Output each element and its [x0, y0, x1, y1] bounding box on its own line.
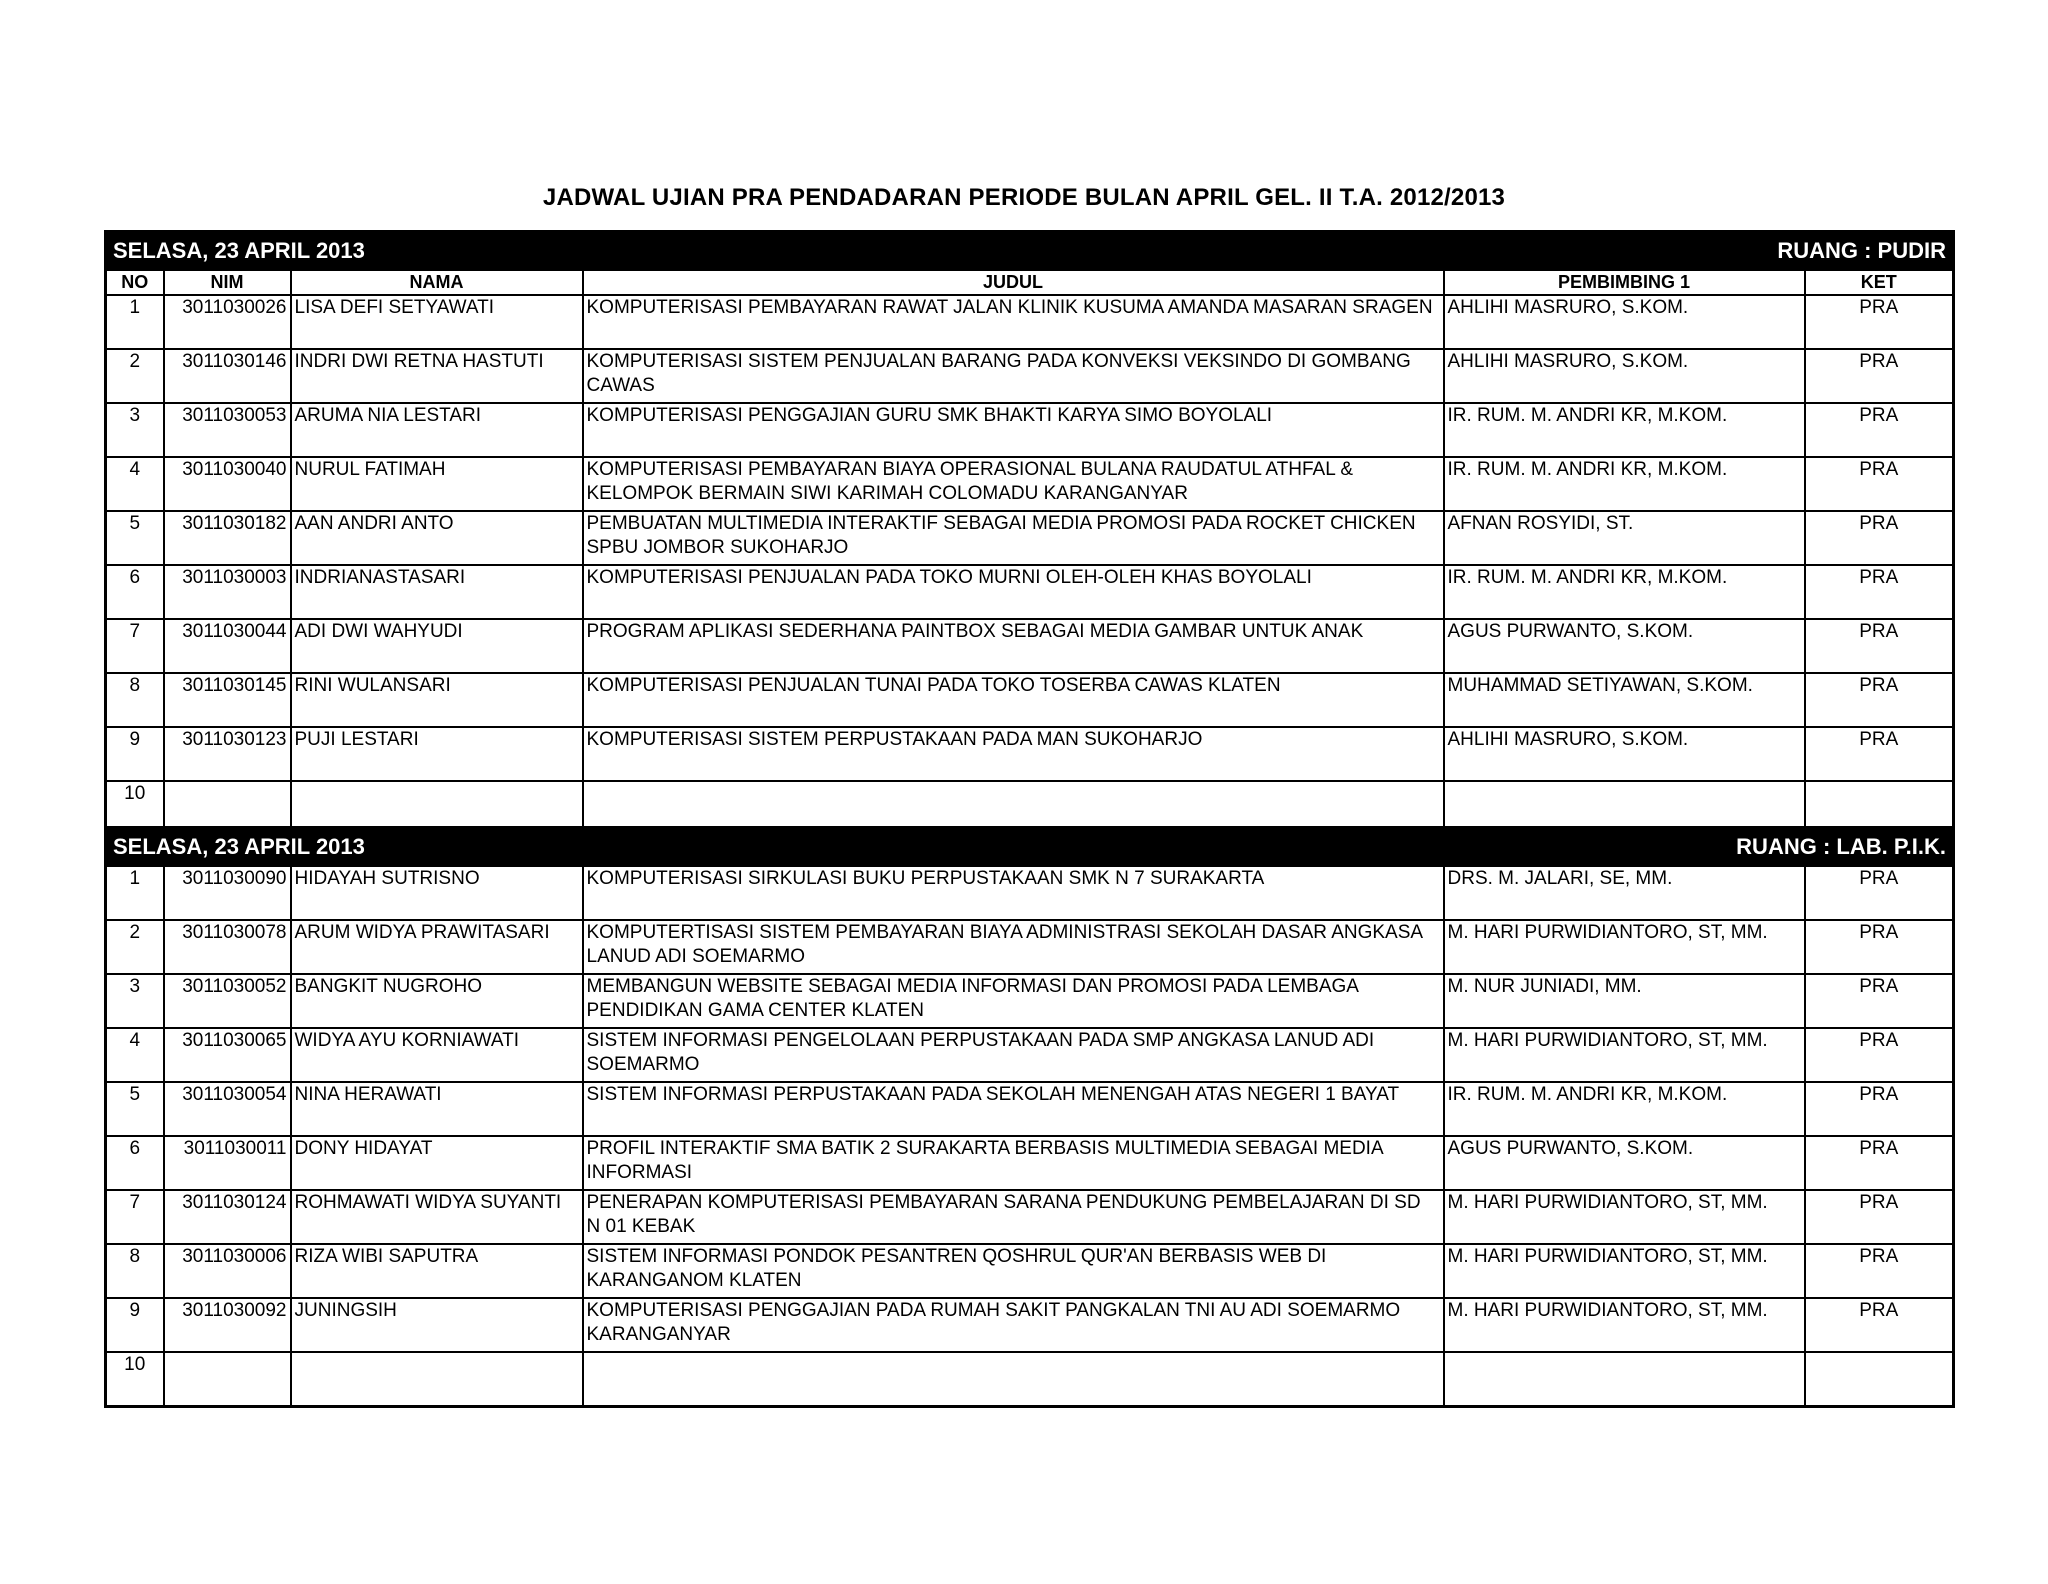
table-row [106, 1136, 1954, 1190]
cell-nama: JUNINGSIH [291, 1298, 583, 1352]
cell-nim: 3011030078 [164, 920, 291, 974]
cell-nim: 3011030065 [164, 1028, 291, 1082]
cell-no: 10 [106, 781, 164, 836]
cell-no: 9 [106, 1298, 164, 1352]
cell-pembimbing: DRS. M. JALARI, SE, MM. [1444, 866, 1805, 920]
cell-judul: KOMPUTERISASI SISTEM PERPUSTAKAAN PADA MAN SUKOHARJO [583, 727, 1444, 781]
cell-no: 3 [106, 974, 164, 1028]
cell-nama: HIDAYAH SUTRISNO [291, 866, 583, 920]
schedule-table-pudir [104, 230, 1955, 837]
cell-judul: KOMPUTERISASI PEMBAYARAN RAWAT JALAN KLINIK KUSUMA AMANDA MASARAN SRAGEN [583, 295, 1444, 349]
cell-pembimbing: MUHAMMAD SETIYAWAN, S.KOM. [1444, 673, 1805, 727]
cell-nim: 3011030006 [164, 1244, 291, 1298]
table-row [106, 295, 1954, 349]
cell-ket: PRA [1805, 1028, 1954, 1082]
cell-ket: PRA [1805, 619, 1954, 673]
cell-judul: SISTEM INFORMASI PERPUSTAKAAN PADA SEKOLAH MENENGAH ATAS NEGERI 1 BAYAT [583, 1082, 1444, 1136]
cell-pembimbing: IR. RUM. M. ANDRI KR, M.KOM. [1444, 457, 1805, 511]
table-row [106, 1190, 1954, 1244]
cell-no: 2 [106, 920, 164, 974]
cell-no: 6 [106, 1136, 164, 1190]
cell-ket: PRA [1805, 866, 1954, 920]
cell-no: 8 [106, 673, 164, 727]
table-row [106, 349, 1954, 403]
cell-nama: PUJI LESTARI [291, 727, 583, 781]
document-title: JADWAL UJIAN PRA PENDADARAN PERIODE BULAN APRIL GEL. II T.A. 2012/2013 [542, 184, 1506, 211]
cell-nim: 3011030090 [164, 866, 291, 920]
cell-no: 10 [106, 1352, 164, 1407]
cell-pembimbing: M. HARI PURWIDIANTORO, ST, MM. [1444, 1244, 1805, 1298]
session-header-cell [106, 232, 1954, 271]
cell-ket: PRA [1805, 1298, 1954, 1352]
cell-no: 9 [106, 727, 164, 781]
cell-judul: MEMBANGUN WEBSITE SEBAGAI MEDIA INFORMASI DAN PROMOSI PADA LEMBAGA PENDIDIKAN GAMA CENTER KLATEN [583, 974, 1444, 1028]
cell-ket: PRA [1805, 673, 1954, 727]
cell-judul: SISTEM INFORMASI PENGELOLAAN PERPUSTAKAAN PADA SMP ANGKASA LANUD ADI SOEMARMO [583, 1028, 1444, 1082]
cell-nama: INDRIANASTASARI [291, 565, 583, 619]
cell-no: 5 [106, 511, 164, 565]
session-header [106, 232, 1954, 271]
cell-pembimbing: M. HARI PURWIDIANTORO, ST, MM. [1444, 1190, 1805, 1244]
cell-ket: PRA [1805, 295, 1954, 349]
cell-nama: ARUM WIDYA PRAWITASARI [291, 920, 583, 974]
table-row [106, 1244, 1954, 1298]
cell-judul: KOMPUTERISASI SIRKULASI BUKU PERPUSTAKAAN SMK N 7 SURAKARTA [583, 866, 1444, 920]
session-header-cell [106, 828, 1954, 867]
cell-ket: PRA [1805, 403, 1954, 457]
cell-pembimbing: IR. RUM. M. ANDRI KR, M.KOM. [1444, 403, 1805, 457]
cell-pembimbing: AHLIHI MASRURO, S.KOM. [1444, 349, 1805, 403]
cell-pembimbing: M. HARI PURWIDIANTORO, ST, MM. [1444, 1028, 1805, 1082]
cell-judul: PROFIL INTERAKTIF SMA BATIK 2 SURAKARTA BERBASIS MULTIMEDIA SEBAGAI MEDIA INFORMASI [583, 1136, 1444, 1190]
cell-pembimbing: M. NUR JUNIADI, MM. [1444, 974, 1805, 1028]
cell-nim: 3011030053 [164, 403, 291, 457]
cell-judul: KOMPUTERISASI PENJUALAN TUNAI PADA TOKO TOSERBA CAWAS KLATEN [583, 673, 1444, 727]
cell-nim: 3011030182 [164, 511, 291, 565]
cell-nim: 3011030052 [164, 974, 291, 1028]
table-row [106, 727, 1954, 781]
col-header-judul: JUDUL [583, 270, 1444, 295]
table-row [106, 866, 1954, 920]
col-header-ket: KET [1805, 270, 1954, 295]
cell-judul: KOMPUTERTISASI SISTEM PEMBAYARAN BIAYA ADMINISTRASI SEKOLAH DASAR ANGKASA LANUD ADI SOEMARMO [583, 920, 1444, 974]
cell-nama: ROHMAWATI WIDYA SUYANTI [291, 1190, 583, 1244]
table-row [106, 673, 1954, 727]
cell-judul: KOMPUTERISASI SISTEM PENJUALAN BARANG PADA KONVEKSI VEKSINDO DI GOMBANG CAWAS [583, 349, 1444, 403]
schedule-table-lab-pik [104, 826, 1955, 1408]
column-header-row [106, 270, 1954, 295]
cell-pembimbing: AGUS PURWANTO, S.KOM. [1444, 619, 1805, 673]
session-room: RUANG : LAB. P.I.K. [1736, 834, 1946, 859]
cell-pembimbing: AHLIHI MASRURO, S.KOM. [1444, 295, 1805, 349]
cell-ket: PRA [1805, 511, 1954, 565]
cell-pembimbing: AHLIHI MASRURO, S.KOM. [1444, 727, 1805, 781]
cell-ket: PRA [1805, 727, 1954, 781]
cell-nim: 3011030054 [164, 1082, 291, 1136]
col-header-nim: NIM [164, 270, 291, 295]
cell-judul: KOMPUTERISASI PENGGAJIAN GURU SMK BHAKTI KARYA SIMO BOYOLALI [583, 403, 1444, 457]
table-row [106, 457, 1954, 511]
cell-pembimbing: M. HARI PURWIDIANTORO, ST, MM. [1444, 920, 1805, 974]
cell-pembimbing: IR. RUM. M. ANDRI KR, M.KOM. [1444, 565, 1805, 619]
session-header [106, 828, 1954, 867]
table-row [106, 920, 1954, 974]
cell-nama: RIZA WIBI SAPUTRA [291, 1244, 583, 1298]
cell-pembimbing: AGUS PURWANTO, S.KOM. [1444, 1136, 1805, 1190]
cell-nama: NURUL FATIMAH [291, 457, 583, 511]
cell-nama: NINA HERAWATI [291, 1082, 583, 1136]
table-row [106, 974, 1954, 1028]
cell-judul: SISTEM INFORMASI PONDOK PESANTREN QOSHRUL QUR'AN BERBASIS WEB DI KARANGANOM KLATEN [583, 1244, 1444, 1298]
col-header-nama: NAMA [291, 270, 583, 295]
cell-no: 2 [106, 349, 164, 403]
cell-ket: PRA [1805, 349, 1954, 403]
table-row [106, 403, 1954, 457]
cell-no: 6 [106, 565, 164, 619]
cell-ket: PRA [1805, 565, 1954, 619]
cell-ket [1805, 1352, 1954, 1407]
cell-nim [164, 1352, 291, 1407]
cell-nama: ARUMA NIA LESTARI [291, 403, 583, 457]
table-row [106, 565, 1954, 619]
cell-nim: 3011030040 [164, 457, 291, 511]
table-row [106, 1082, 1954, 1136]
cell-nama: BANGKIT NUGROHO [291, 974, 583, 1028]
cell-ket: PRA [1805, 1136, 1954, 1190]
cell-ket: PRA [1805, 974, 1954, 1028]
cell-nim: 3011030123 [164, 727, 291, 781]
cell-nim: 3011030145 [164, 673, 291, 727]
cell-nama: DONY HIDAYAT [291, 1136, 583, 1190]
cell-ket: PRA [1805, 1190, 1954, 1244]
cell-judul: PEMBUATAN MULTIMEDIA INTERAKTIF SEBAGAI MEDIA PROMOSI PADA ROCKET CHICKEN SPBU JOMBOR SUKOHARJO [583, 511, 1444, 565]
cell-no: 7 [106, 1190, 164, 1244]
cell-pembimbing: M. HARI PURWIDIANTORO, ST, MM. [1444, 1298, 1805, 1352]
cell-judul: KOMPUTERISASI PENJUALAN PADA TOKO MURNI OLEH-OLEH KHAS BOYOLALI [583, 565, 1444, 619]
session-date: SELASA, 23 APRIL 2013 [113, 238, 365, 263]
table-row [106, 619, 1954, 673]
cell-judul: PENERAPAN KOMPUTERISASI PEMBAYARAN SARANA PENDUKUNG PEMBELAJARAN DI SD N 01 KEBAK [583, 1190, 1444, 1244]
table-row [106, 511, 1954, 565]
cell-nim: 3011030003 [164, 565, 291, 619]
cell-nama: RINI WULANSARI [291, 673, 583, 727]
cell-nim: 3011030026 [164, 295, 291, 349]
cell-nama: ADI DWI WAHYUDI [291, 619, 583, 673]
cell-no: 7 [106, 619, 164, 673]
cell-ket: PRA [1805, 457, 1954, 511]
table-row [106, 1298, 1954, 1352]
cell-nama: LISA DEFI SETYAWATI [291, 295, 583, 349]
cell-no: 1 [106, 295, 164, 349]
cell-nim: 3011030044 [164, 619, 291, 673]
cell-no: 8 [106, 1244, 164, 1298]
cell-no: 4 [106, 457, 164, 511]
cell-nama: AAN ANDRI ANTO [291, 511, 583, 565]
cell-judul: PROGRAM APLIKASI SEDERHANA PAINTBOX SEBAGAI MEDIA GAMBAR UNTUK ANAK [583, 619, 1444, 673]
session-date: SELASA, 23 APRIL 2013 [113, 834, 365, 859]
col-header-no: NO [106, 270, 164, 295]
cell-nama: INDRI DWI RETNA HASTUTI [291, 349, 583, 403]
cell-no: 4 [106, 1028, 164, 1082]
cell-judul: KOMPUTERISASI PENGGAJIAN PADA RUMAH SAKIT PANGKALAN TNI AU ADI SOEMARMO KARANGANYAR [583, 1298, 1444, 1352]
cell-nim: 3011030011 [164, 1136, 291, 1190]
cell-nama [291, 1352, 583, 1407]
cell-judul [583, 1352, 1444, 1407]
cell-nama: WIDYA AYU KORNIAWATI [291, 1028, 583, 1082]
cell-ket: PRA [1805, 1082, 1954, 1136]
cell-judul: KOMPUTERISASI PEMBAYARAN BIAYA OPERASIONAL BULANA RAUDATUL ATHFAL & KELOMPOK BERMAIN SIWI KARIMAH COLOMADU KARANGANYAR [583, 457, 1444, 511]
cell-pembimbing: IR. RUM. M. ANDRI KR, M.KOM. [1444, 1082, 1805, 1136]
cell-nim: 3011030146 [164, 349, 291, 403]
cell-ket: PRA [1805, 920, 1954, 974]
cell-pembimbing [1444, 1352, 1805, 1407]
session-room: RUANG : PUDIR [1777, 238, 1946, 263]
cell-nim: 3011030092 [164, 1298, 291, 1352]
cell-no: 1 [106, 866, 164, 920]
cell-no: 5 [106, 1082, 164, 1136]
table-row [106, 1352, 1954, 1407]
table-row [106, 1028, 1954, 1082]
cell-nim: 3011030124 [164, 1190, 291, 1244]
cell-ket: PRA [1805, 1244, 1954, 1298]
cell-pembimbing: AFNAN ROSYIDI, ST. [1444, 511, 1805, 565]
cell-no: 3 [106, 403, 164, 457]
col-header-pembimbing: PEMBIMBING 1 [1444, 270, 1805, 295]
